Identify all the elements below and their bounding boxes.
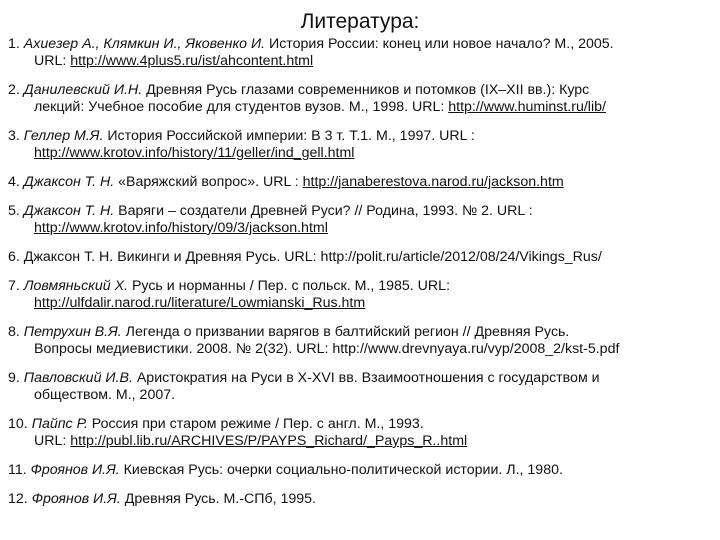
ref-text-continued: лекций: Учебное пособие для студентов вузов. М., 1998. URL: [34, 99, 449, 115]
ref-number: 5. [8, 203, 20, 219]
ref-text: Аристократия на Руси в X-XVI вв. Взаимоотношения с государством и [132, 370, 600, 386]
reference-item-11 [8, 462, 716, 479]
ref-text-continued: Вопросы медиевистики. 2008. № 2(32). URL: http://www.drevnyaya.ru/vyp/2008_2/kst-5.pdf [34, 341, 620, 357]
ref-author: Джаксон Т. Н. [23, 174, 115, 190]
reference-item-3 [8, 128, 716, 162]
ref-number: 11. [8, 462, 27, 478]
reference-item-8 [8, 324, 716, 358]
ref-text-continued: URL: [34, 53, 71, 69]
reference-item-7 [8, 278, 716, 312]
ref-number: 6. [8, 249, 20, 265]
reference-item-12 [8, 491, 716, 508]
ref-number: 2. [8, 82, 20, 98]
ref-number: 1. [8, 36, 20, 52]
ref-number: 9. [8, 370, 20, 386]
ref-author: Джаксон Т. Н. [23, 203, 115, 219]
ref-url-link[interactable]: http://janaberestova.narod.ru/jackson.htm [302, 174, 564, 190]
ref-url-link[interactable]: http://publ.lib.ru/ARCHIVES/P/PAYPS_Richard/_Payps_R..html [70, 433, 468, 449]
ref-url-link[interactable]: http://www.krotov.info/history/11/geller/ind_gell.html [34, 145, 355, 161]
reference-list [8, 36, 716, 508]
ref-text: История Российской империи: В 3 т. Т.1. М., 1997. URL : [103, 128, 475, 144]
ref-number: 3. [8, 128, 20, 144]
ref-text: Русь и норманны / Пер. с польск. М., 1985. URL: [128, 278, 451, 294]
ref-author: Геллер М.Я. [23, 128, 104, 144]
ref-number: 10. [8, 416, 28, 432]
ref-url-link[interactable]: http://www.4plus5.ru/ist/ahcontent.html [70, 53, 314, 69]
ref-author: Павловский И.В. [23, 370, 133, 386]
ref-url-link[interactable]: http://www.krotov.info/history/09/3/jackson.html [34, 220, 328, 236]
ref-text: Россия при старом режиме / Пер. с англ. М., 1993. [87, 416, 424, 432]
ref-text: Древняя Русь. М.-СПб, 1995. [120, 491, 316, 507]
ref-text: Варяги – создатели Древней Руси? // Родина, 1993. № 2. URL : [114, 203, 533, 219]
ref-author: Фроянов И.Я. [31, 491, 121, 507]
ref-number: 12. [8, 491, 28, 507]
reference-item-6 [8, 249, 716, 266]
reference-item-10 [8, 416, 716, 450]
ref-number: 7. [8, 278, 20, 294]
ref-author: Ахиезер А., Клямкин И., Яковенко И. [23, 36, 266, 52]
reference-item-5 [8, 203, 716, 237]
ref-text: Древняя Русь глазами современников и потомков (IX–XII вв.): Курс [142, 82, 590, 98]
ref-author: Фроянов И.Я. [30, 462, 120, 478]
ref-number: 8. [8, 324, 20, 340]
ref-text: Легенда о призвании варягов в балтийский регион // Древняя Русь. [121, 324, 570, 340]
reference-item-2 [8, 82, 716, 116]
reference-item-1 [8, 36, 716, 70]
ref-text-continued: обществом. М., 2007. [34, 387, 176, 403]
ref-text-continued: URL: [34, 433, 71, 449]
ref-url-link[interactable]: http://www.huminst.ru/lib/ [448, 99, 606, 115]
reference-item-9 [8, 370, 716, 404]
ref-text: Киевская Русь: очерки социально-политической истории. Л., 1980. [119, 462, 563, 478]
ref-number: 4. [8, 174, 20, 190]
ref-url-link[interactable]: http://ulfdalir.narod.ru/literature/Lowmianski_Rus.htm [34, 295, 366, 311]
ref-text: Викинги и Древняя Русь. URL: http://polit.ru/article/2012/08/24/Vikings_Rus/ [113, 249, 602, 265]
ref-author: Данилевский И.Н. [23, 82, 143, 98]
page-title: Литература: [300, 10, 420, 33]
ref-author: Пайпс Р. [31, 416, 88, 432]
ref-author: Джаксон Т. Н. [23, 249, 114, 265]
ref-author: Ловмяньский Х. [23, 278, 128, 294]
ref-text: «Варяжский вопрос». URL : [114, 174, 303, 190]
ref-author: Петрухин В.Я. [23, 324, 122, 340]
reference-item-4 [8, 174, 716, 191]
ref-text: История России: конец или новое начало? М., 2005. [265, 36, 614, 52]
